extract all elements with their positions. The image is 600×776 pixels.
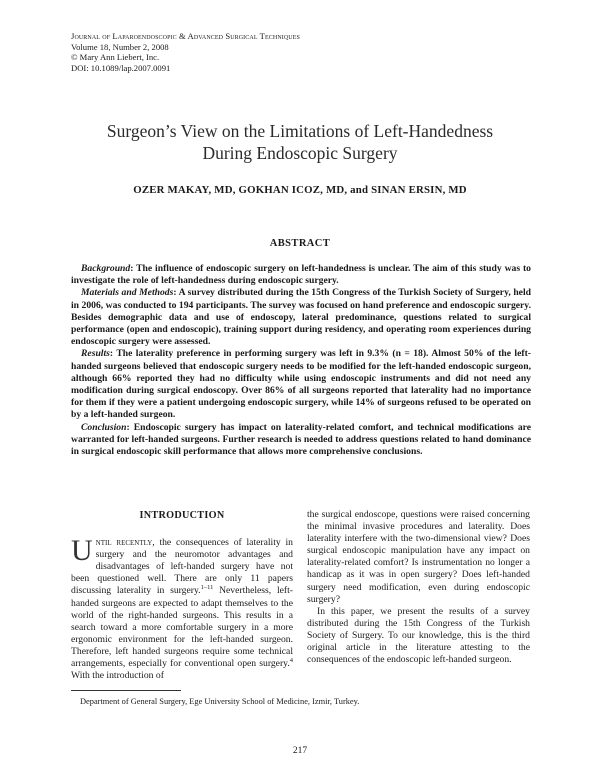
right-column bbox=[307, 509, 530, 666]
conclusion-label: Conclusion bbox=[81, 421, 127, 433]
methods-label: Materials and Methods bbox=[81, 287, 174, 299]
abstract-background bbox=[71, 263, 531, 287]
title-line-1: Surgeon’s View on the Limitations of Left-Handedness bbox=[106, 121, 494, 141]
results-text: : The laterality preference in performing surgery was left in 9.3% (n = 18). Almost 50% of the left-handed surgeons believed that endoscopic surgery needs to be modified for the left-handed endoscopic surgeon, although 66% reported they had no difficulty while using endoscopic instruments and did not need any modification during surgical endoscopy. Over 86% of all surgeons reported that laterality had no importance for them if they were a patient undergoing endoscopic surgery, while 14% of surgeons refused to be operated on by a left-handed surgeon. bbox=[71, 348, 531, 421]
left-column bbox=[71, 510, 293, 682]
abstract-results bbox=[71, 348, 531, 421]
abstract-conclusion bbox=[71, 422, 531, 459]
intro-text-c: With the introduction of bbox=[71, 670, 164, 682]
intro-text-b: Nevertheless, left-handed surgeons are expected to adapt themselves to the world of the right-handed surgeons. This results in a search toward a more comfortable surgery in a more ergonomic environment for the left-handed surgeon. Therefore, left handed surgeons require some technical arrangements, especially for conventional open surgery. bbox=[71, 585, 293, 670]
background-text: : The influence of endoscopic surgery on left-handedness is unclear. The aim of this study was to investigate the role of left-handedness during endoscopic surgery. bbox=[71, 263, 531, 287]
title-line-2: During Endoscopic Surgery bbox=[202, 143, 398, 163]
intro-paragraph-2: In this paper, we present the results of a survey distributed during the 15th Congress of the Turkish Society of Surgery. To our knowledge, this is the third original article in the literature attesting to the consequences of the endoscopic left-handed surgeon. bbox=[307, 605, 530, 666]
author-list: OZER MAKAY, MD, GOKHAN ICOZ, MD, and SINAN ERSIN, MD bbox=[133, 184, 467, 196]
journal-name: Journal of Laparoendoscopic & Advanced Surgical Techniques bbox=[71, 31, 300, 41]
citation-1: 1–11 bbox=[200, 584, 214, 592]
article-title bbox=[60, 120, 540, 164]
journal-volume: Volume 18, Number 2, 2008 bbox=[71, 41, 169, 52]
conclusion-text: : Endoscopic surgery has impact on laterality-related comfort, and technical modifications are warranted for left-handed surgeons. Further research is needed to address questions related to hand dominance in surgical endoscopic skill performance that allows more comprehensive conclusions. bbox=[71, 421, 531, 458]
intro-smallcaps: ntil recently, bbox=[95, 537, 155, 549]
background-label: Background bbox=[81, 263, 131, 274]
drop-cap: U bbox=[71, 534, 93, 568]
results-label: Results bbox=[81, 348, 110, 360]
intro-paragraph-1 bbox=[71, 534, 293, 682]
citation-2: 4 bbox=[289, 657, 293, 665]
footnote-rule bbox=[71, 690, 181, 691]
intro-paragraph-1-continued: the surgical endoscope, questions were raised concerning the minimal invasive procedures and laterality. Does laterality interfere with the two-dimensional view? Does surgical endoscopic manipulation have any impact on laterality-related comfort? Is instrumentation no longer a handicap as it was in open surgery? Does left-handed surgery need modification, even during endoscopic surgery? bbox=[307, 509, 530, 605]
journal-copyright: © Mary Ann Liebert, Inc. bbox=[71, 52, 160, 63]
journal-doi: DOI: 10.1089/lap.2007.0091 bbox=[71, 62, 171, 73]
journal-header bbox=[71, 31, 300, 73]
abstract-heading: ABSTRACT bbox=[269, 238, 331, 249]
page-number: 217 bbox=[292, 746, 308, 756]
affiliation-footnote: Department of General Surgery, Ege University School of Medicine, Izmir, Turkey. bbox=[80, 697, 360, 706]
abstract-methods bbox=[71, 287, 531, 348]
introduction-heading: INTRODUCTION bbox=[139, 510, 225, 521]
abstract-body bbox=[71, 263, 531, 458]
methods-text: : A survey distributed during the 15th Congress of the Turkish Society of Surgery, held in 2006, was conducted to 194 participants. The survey was focused on hand preference and endoscopic surgery. Besides demographic data and use of endoscopy, lateral predominance, questions related to surgical performance (open and endoscopic), training support during residency, and operating room experiences during endoscopic surgery were assessed. bbox=[71, 287, 531, 348]
intro-text-a: the consequences of laterality in surgery and the neuromotor advantages and disadvantages of left-handed surgery have not been questioned well. There are only 11 papers discussing laterality in surgery. bbox=[71, 537, 293, 597]
